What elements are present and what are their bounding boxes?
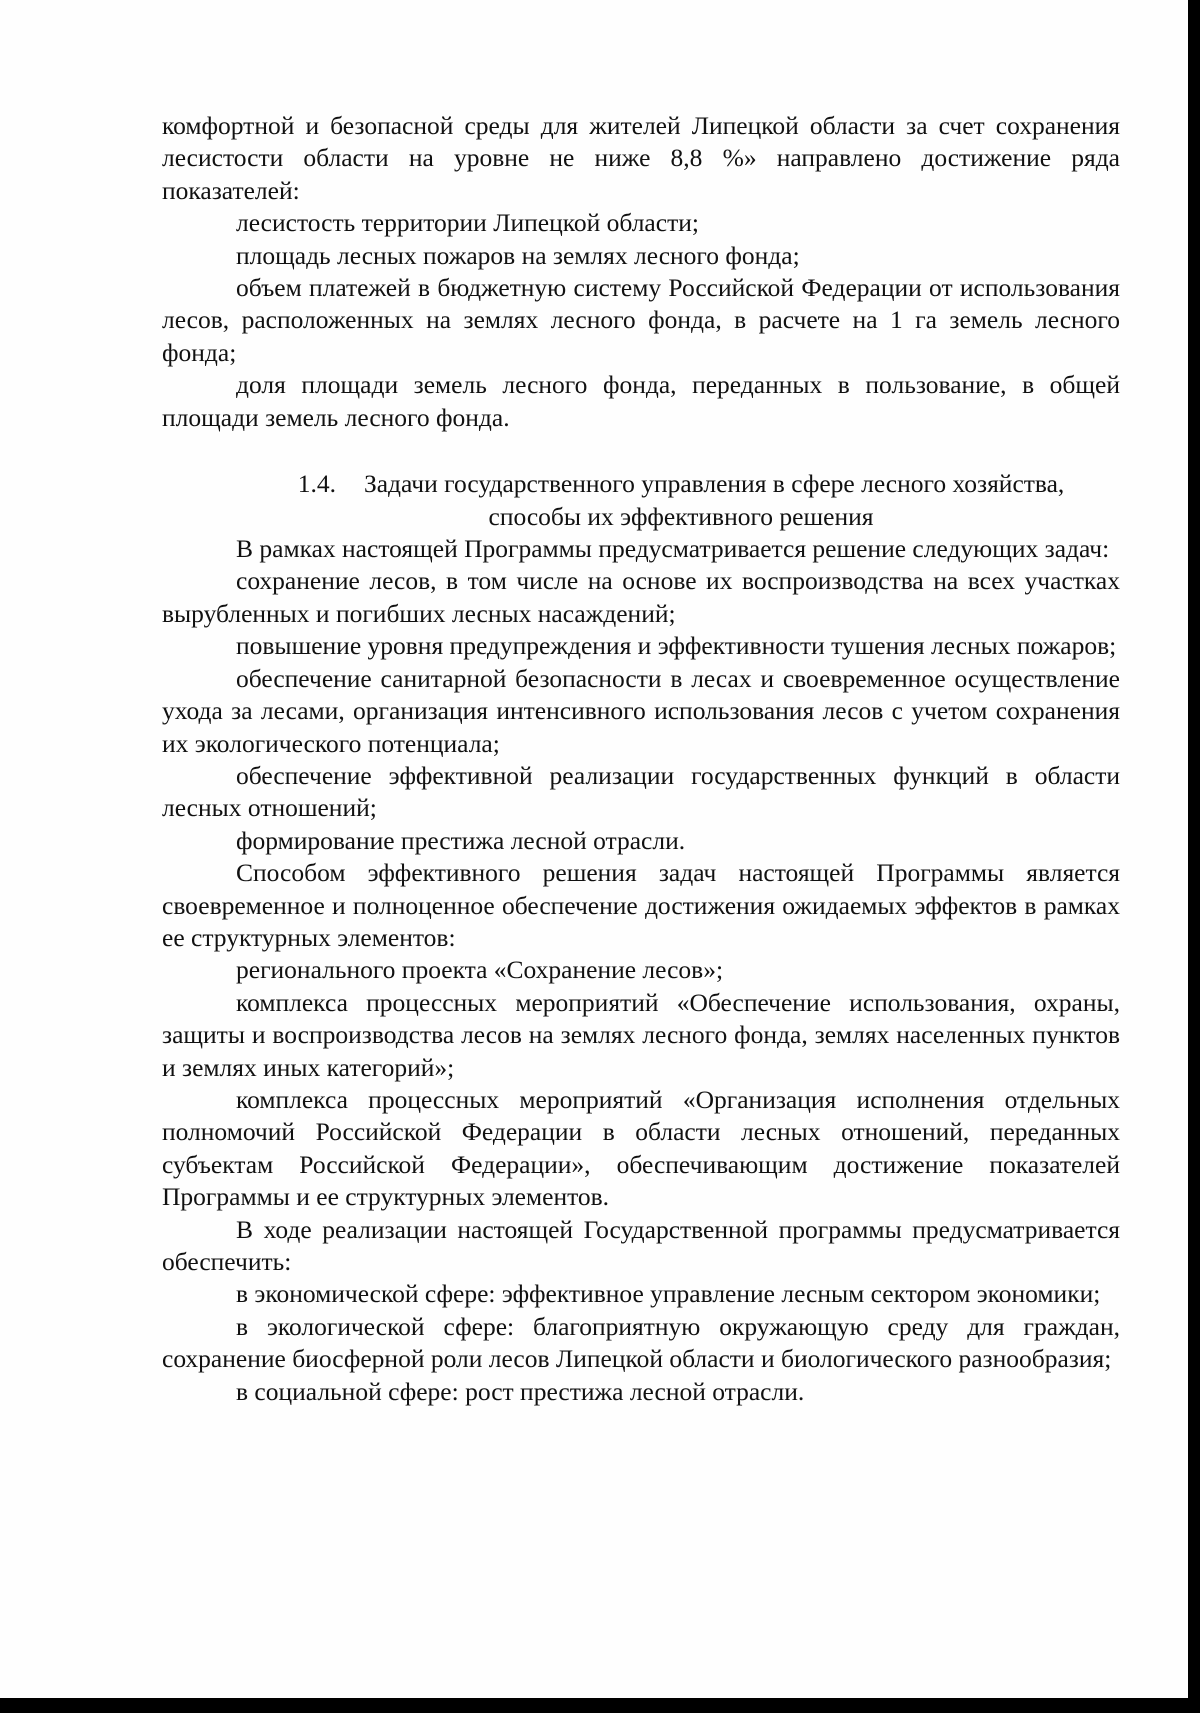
paragraph: в экономической сфере: эффективное управление лесным сектором экономики; [236, 1279, 1101, 1309]
paragraph: объем платежей в бюджетную систему Российской Федерации от использования лесов, расположенных на землях лесного фонда, в расчете на 1 га земель лесного фонда; [162, 273, 1120, 367]
heading-title-line-1: Задачи государственного управления в сфере лесного хозяйства, [363, 469, 1065, 499]
paragraph: повышение уровня предупреждения и эффективности тушения лесных пожаров; [236, 631, 1117, 661]
paragraph: В рамках настоящей Программы предусматривается решение следующих задач: [236, 534, 1110, 564]
heading-line-1 [254, 467, 1108, 500]
paragraph: регионального проекта «Сохранение лесов»; [236, 955, 724, 985]
paragraph: формирование престижа лесной отрасли. [236, 825, 686, 855]
paragraph: в экологической сфере: благоприятную окружающую среду для граждан, сохранение биосферной роли лесов Липецкой области и биологического разнообразия; [162, 1311, 1120, 1374]
paragraphs-before [162, 110, 1120, 434]
paragraph: площадь лесных пожаров на землях лесного фонда; [236, 240, 800, 270]
paragraph: Способом эффективного решения задач настоящей Программы является своевременное и полноценное обеспечение достижения ожидаемых эффектов в рамках ее структурных элементов: [162, 858, 1120, 952]
paragraph: обеспечение эффективной реализации государственных функций в области лесных отношений; [162, 760, 1120, 823]
paragraph: комплекса процессных мероприятий «Организация исполнения отдельных полномочий Российской Федерации в области лесных отношений, переданных субъектам Российской Федерации», обеспечивающим достижение показателей Программы и ее структурных элементов. [162, 1084, 1120, 1212]
heading-title-line-2: способы их эффективного решения [488, 502, 874, 532]
paragraph: лесистость территории Липецкой области; [236, 208, 699, 238]
paragraph: сохранение лесов, в том числе на основе их воспроизводства на всех участках вырубленных и погибших лесных насаждений; [162, 566, 1120, 628]
paragraph: В ходе реализации настоящей Государственной программы предусматривается обеспечить: [162, 1214, 1120, 1276]
paragraph: комплекса процессных мероприятий «Обеспечение использования, охраны, защиты и воспроизводства лесов на землях лесного фонда, землях населенных пунктов и землях иных категорий»; [162, 987, 1120, 1082]
paragraph: комфортной и безопасной среды для жителей Липецкой области за счет сохранения лесистости области на уровне не ниже 8,8 %» направлено достижение ряда показателей: [162, 111, 1120, 205]
paragraph: в социальной сфере: рост престижа лесной отрасли. [236, 1376, 805, 1406]
paragraph: обеспечение санитарной безопасности в лесах и своевременное осуществление ухода за лесами, организация интенсивного использования лесов с учетом сохранения их экологического потенциала; [162, 663, 1120, 758]
section-heading [162, 467, 1120, 533]
section-number: 1.4. [297, 469, 336, 499]
paragraph: доля площади земель лесного фонда, переданных в пользование, в общей площади земель лесного фонда. [162, 370, 1120, 432]
document-body [162, 110, 1120, 1408]
paragraphs-after [162, 533, 1120, 1408]
